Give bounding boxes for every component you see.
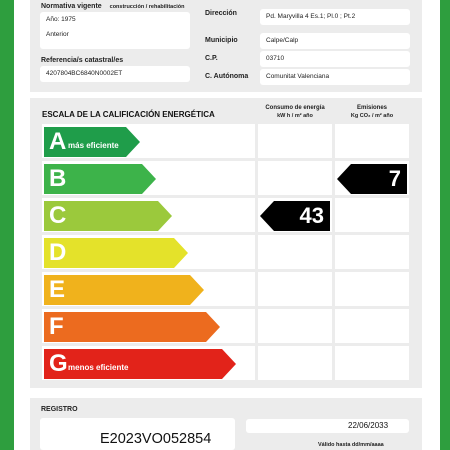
consumption-cell-b <box>258 161 332 195</box>
direccion-value: Pd. Maryvilla 4 Es.1; Pl.0 ; Pt.2 <box>266 13 356 20</box>
normativa-sub-label: construcción / rehabilitación <box>109 4 185 10</box>
class-letter: C <box>49 202 67 229</box>
class-letter: E <box>49 276 66 303</box>
emissions-rating-badge <box>337 164 407 194</box>
emissions-cell-a <box>335 124 409 158</box>
consumption-header-line1: Consumo de energía <box>265 105 325 111</box>
class-arrow-b <box>44 164 156 194</box>
emissions-header-line1: Emisiones <box>356 105 387 111</box>
autonoma-label: C. Autónoma <box>205 73 249 80</box>
class-arrow-c <box>44 201 172 231</box>
class-letter: D <box>49 239 67 266</box>
emissions-cell-f <box>335 309 409 343</box>
emissions-cell-c <box>335 198 409 232</box>
consumption-cell-e <box>258 272 332 306</box>
emissions-header <box>334 104 410 120</box>
referencia-value: 4207804BC6840N0002ET <box>46 70 123 77</box>
municipio-label: Municipio <box>205 37 238 44</box>
registro-valid-label: Válido hasta dd/mm/aaaa <box>318 442 384 448</box>
consumption-cell-f <box>258 309 332 343</box>
emissions-header-line2: Kg CO₂ / m² año <box>350 113 394 119</box>
registro-title: REGISTRO <box>41 406 78 413</box>
consumption-rating-badge-value: 43 <box>299 203 324 228</box>
scale-title: ESCALA DE LA CALIFICACIÓN ENERGÉTICA <box>42 110 215 119</box>
class-arrow-d <box>44 238 188 268</box>
registro-date: 22/06/2033 <box>348 421 389 430</box>
emissions-cell-e <box>335 272 409 306</box>
emissions-cell-d <box>335 235 409 269</box>
registro-code: E2023VO052854 <box>100 431 212 447</box>
previous-value: Anterior <box>46 31 69 38</box>
emissions-rating-badge-value: 7 <box>388 166 401 191</box>
class-letter: G <box>49 350 68 377</box>
emissions-cell-g <box>335 346 409 380</box>
class-arrow-e <box>44 275 204 305</box>
cp-value: 03710 <box>266 55 285 62</box>
cp-label: C.P. <box>205 55 218 62</box>
class-arrow-f <box>44 312 220 342</box>
normativa-label-text: Normativa vigente <box>41 3 102 10</box>
normativa-label <box>41 3 185 10</box>
consumption-header-line2: kW h / m² año <box>277 113 313 119</box>
direccion-label: Dirección <box>205 10 237 17</box>
class-arrow-a <box>44 127 140 157</box>
autonoma-value: Comunitat Valenciana <box>266 73 330 80</box>
referencia-label: Referencia/s catastral/es <box>41 57 124 64</box>
class-letter: F <box>49 313 64 340</box>
green-frame-right <box>440 0 450 450</box>
consumption-cell-d <box>258 235 332 269</box>
class-caption: menos eficiente <box>68 363 129 372</box>
consumption-cell-g <box>258 346 332 380</box>
class-caption: más eficiente <box>68 141 119 150</box>
consumption-cell-a <box>258 124 332 158</box>
class-arrow-g <box>44 349 236 379</box>
municipio-value: Calpe/Calp <box>266 37 299 44</box>
green-frame-left <box>0 0 14 450</box>
arrow-shape <box>44 312 220 342</box>
consumption-header <box>256 104 334 120</box>
arrow-shape <box>44 275 204 305</box>
year-value: Año: 1975 <box>46 16 76 23</box>
class-letter: B <box>49 165 67 192</box>
class-letter: A <box>49 128 67 155</box>
consumption-rating-badge <box>260 201 330 231</box>
